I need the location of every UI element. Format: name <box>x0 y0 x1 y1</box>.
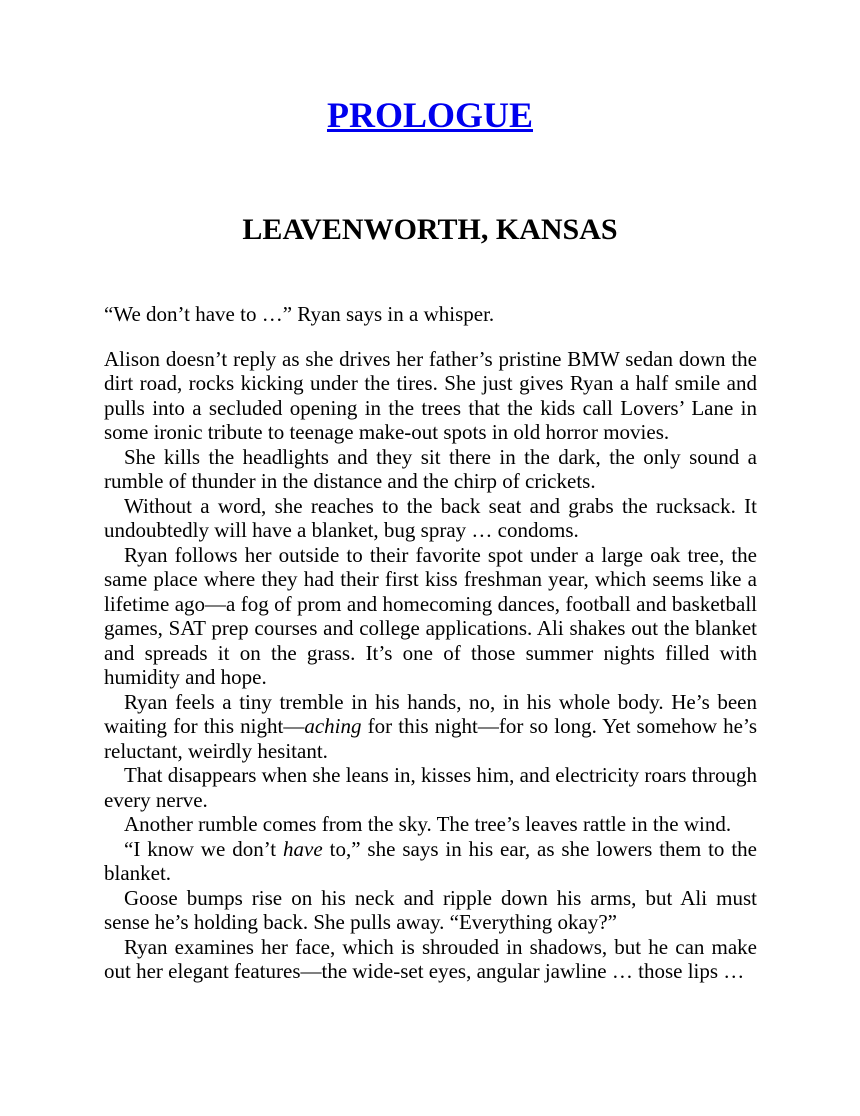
paragraph <box>104 935 757 984</box>
text-run: Alison doesn’t reply as she drives her father’s pristine BMW sedan down the dirt road, rocks kicking under the tires. She just gives Ryan a half smile and pulls into a secluded opening in the trees that the kids call Lovers’ Lane in some ironic tribute to teenage make-out spots in old horror movies. <box>104 346 757 444</box>
paragraph <box>104 837 757 886</box>
text-run: Without a word, she reaches to the back seat and grabs the rucksack. It undoubtedly will have a blanket, bug spray … condoms. <box>104 493 757 542</box>
paragraph <box>104 543 757 690</box>
paragraph <box>104 886 757 935</box>
text-run: to,” she says in his ear, as she lowers them to the blanket. <box>104 836 757 885</box>
chapter-title-link[interactable]: PROLOGUE <box>326 95 533 135</box>
text-run: “I know we don’t <box>124 836 284 861</box>
text-run: She kills the headlights and they sit there in the dark, the only sound a rumble of thunder in the distance and the chirp of crickets. <box>104 444 757 493</box>
text-run: Ryan examines her face, which is shrouded in shadows, but he can make out her elegant features—the wide-set eyes, angular jawline … those lips … <box>104 934 757 983</box>
text-run: “We don’t have to …” Ryan says in a whisper. <box>104 302 495 326</box>
text-run: for this night—for so long. Yet somehow he’s reluctant, weirdly hesitant. <box>104 714 757 763</box>
text-run: Ryan feels a tiny tremble in his hands, no, in his whole body. He’s been waiting for this night— <box>104 689 757 738</box>
text-run: Another rumble comes from the sky. The tree’s leaves rattle in the wind. <box>124 812 732 836</box>
paragraph <box>104 494 757 543</box>
body-text <box>104 302 757 984</box>
paragraph <box>104 763 757 812</box>
paragraph <box>104 347 757 445</box>
paragraph <box>104 302 757 327</box>
chapter-title <box>0 94 860 136</box>
paragraph <box>104 690 757 764</box>
paragraph <box>104 445 757 494</box>
paragraph <box>104 812 757 837</box>
italic-text: aching <box>304 714 362 738</box>
chapter-subtitle: LEAVENWORTH, KANSAS <box>242 213 618 246</box>
text-run: Goose bumps rise on his neck and ripple down his arms, but Ali must sense he’s holding back. She pulls away. “Everything okay?” <box>104 885 757 934</box>
text-run: Ryan follows her outside to their favorite spot under a large oak tree, the same place where they had their first kiss freshman year, which seems like a lifetime ago—a fog of prom and homecoming dances, football and basketball games, SAT prep courses and college applications. Ali shakes out the blanket and spreads it on the grass. It’s one of those summer nights filled with humidity and hope. <box>104 542 757 689</box>
text-run: That disappears when she leans in, kisses him, and electricity roars through every nerve. <box>104 763 757 812</box>
italic-text: have <box>283 836 323 861</box>
